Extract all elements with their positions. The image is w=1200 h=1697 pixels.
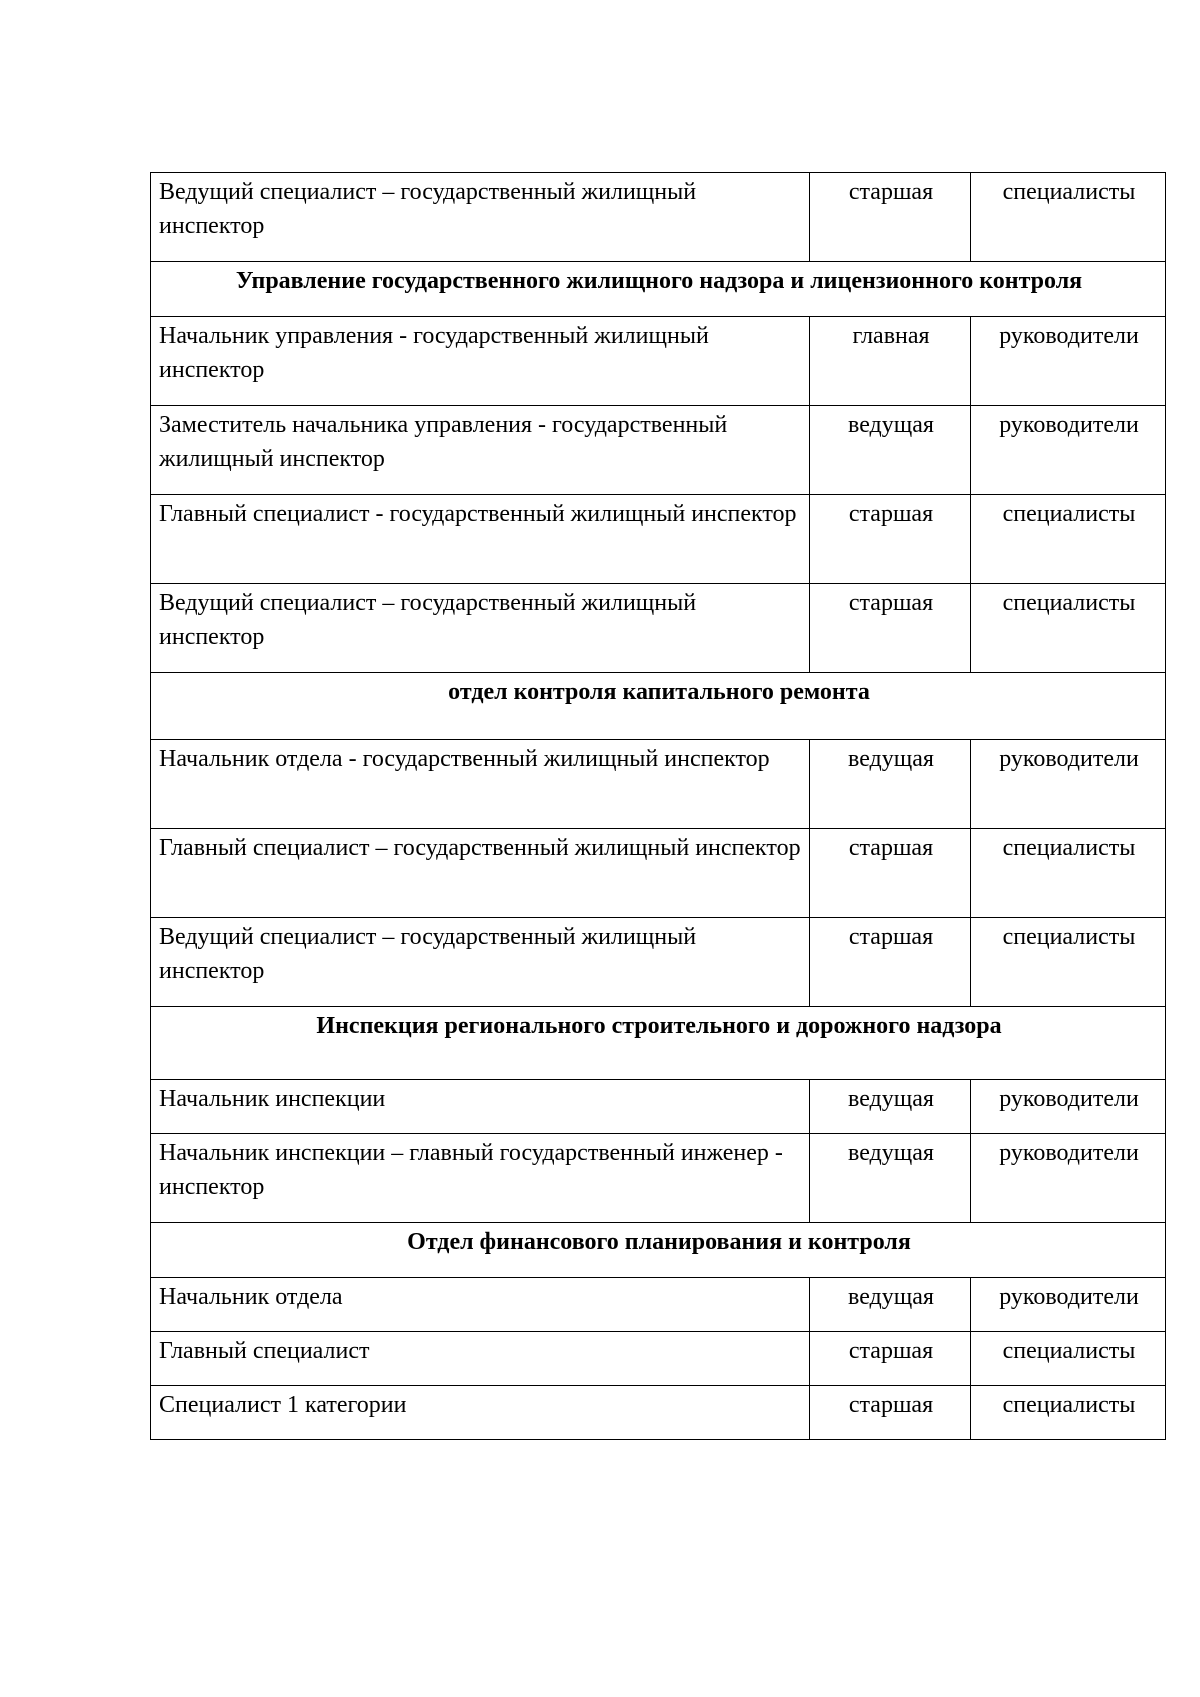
group-cell: старшая [810,495,971,584]
position-cell: Начальник отдела [151,1278,810,1332]
section-title: Управление государственного жилищного надзора и лицензионного контроля [151,262,1166,317]
group-cell: ведущая [810,406,971,495]
position-cell: Начальник отдела - государственный жилищный инспектор [151,740,810,829]
group-cell: старшая [810,918,971,1007]
section-row [151,673,1166,740]
group-cell: старшая [810,584,971,673]
category-cell: руководители [971,406,1166,495]
group-cell: ведущая [810,1134,971,1223]
table-row [151,1386,1166,1440]
position-cell: Главный специалист [151,1332,810,1386]
table-row [151,740,1166,829]
category-cell: руководители [971,1080,1166,1134]
table-row [151,1332,1166,1386]
position-cell: Главный специалист - государственный жилищный инспектор [151,495,810,584]
position-cell: Ведущий специалист – государственный жилищный инспектор [151,173,810,262]
table-row [151,317,1166,406]
position-cell: Ведущий специалист – государственный жилищный инспектор [151,918,810,1007]
position-cell: Заместитель начальника управления - государственный жилищный инспектор [151,406,810,495]
group-cell: старшая [810,829,971,918]
category-cell: руководители [971,1278,1166,1332]
section-title: Инспекция регионального строительного и дорожного надзора [151,1007,1166,1080]
table-row [151,918,1166,1007]
category-cell: руководители [971,317,1166,406]
position-cell: Начальник инспекции [151,1080,810,1134]
table-row [151,829,1166,918]
table-row [151,584,1166,673]
position-cell: Специалист 1 категории [151,1386,810,1440]
category-cell: специалисты [971,829,1166,918]
group-cell: ведущая [810,740,971,829]
table-row [151,406,1166,495]
table-row [151,1080,1166,1134]
table-row [151,173,1166,262]
category-cell: специалисты [971,584,1166,673]
group-cell: старшая [810,173,971,262]
category-cell: специалисты [971,173,1166,262]
section-row [151,1007,1166,1080]
table-row [151,495,1166,584]
position-cell: Начальник управления - государственный жилищный инспектор [151,317,810,406]
group-cell: старшая [810,1332,971,1386]
category-cell: специалисты [971,1332,1166,1386]
position-cell: Ведущий специалист – государственный жилищный инспектор [151,584,810,673]
category-cell: специалисты [971,495,1166,584]
section-title: отдел контроля капитального ремонта [151,673,1166,740]
group-cell: ведущая [810,1080,971,1134]
table-row [151,1134,1166,1223]
category-cell: руководители [971,740,1166,829]
group-cell: старшая [810,1386,971,1440]
section-row [151,262,1166,317]
category-cell: руководители [971,1134,1166,1223]
category-cell: специалисты [971,918,1166,1007]
group-cell: главная [810,317,971,406]
group-cell: ведущая [810,1278,971,1332]
position-cell: Начальник инспекции – главный государственный инженер - инспектор [151,1134,810,1223]
section-title: Отдел финансового планирования и контроля [151,1223,1166,1278]
category-cell: специалисты [971,1386,1166,1440]
section-row [151,1223,1166,1278]
position-cell: Главный специалист – государственный жилищный инспектор [151,829,810,918]
positions-table [150,172,1166,1440]
table-row [151,1278,1166,1332]
